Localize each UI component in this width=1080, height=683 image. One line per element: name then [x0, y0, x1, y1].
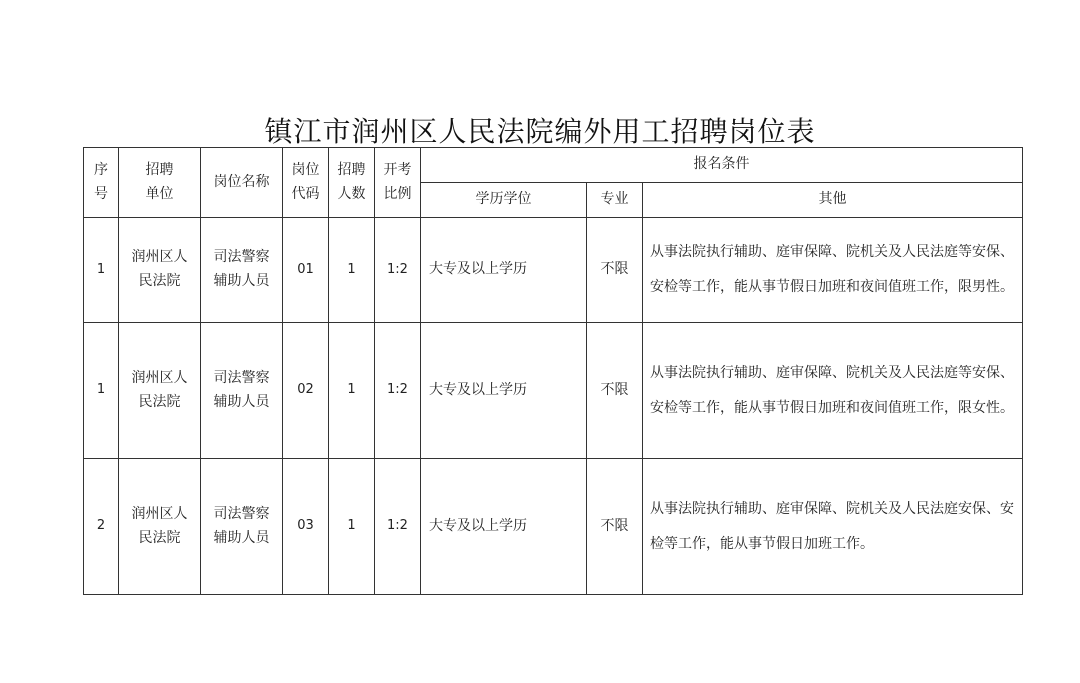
table-row [84, 459, 1023, 595]
cell-other: 从事法院执行辅助、庭审保障、院机关及人民法庭等安保、安检等工作，能从事节假日加班和夜间值班工作，限男性。 [643, 218, 1023, 323]
header-code [283, 148, 329, 218]
cell-unit [119, 323, 201, 459]
cell-seq: 1 [84, 323, 119, 459]
cell-unit-line2: 民法院 [138, 529, 181, 546]
cell-position [201, 323, 283, 459]
header-code-bot: 代码 [291, 185, 320, 202]
cell-ratio: 1:2 [375, 218, 421, 323]
header-count-top: 招聘 [337, 161, 366, 178]
cell-code: 01 [283, 218, 329, 323]
cell-position-line1: 司法警察 [213, 369, 270, 386]
header-education: 学历学位 [421, 183, 587, 218]
header-other: 其他 [643, 183, 1023, 218]
header-unit-top: 招聘 [145, 161, 174, 178]
table-row [84, 323, 1023, 459]
recruitment-table [83, 147, 1023, 595]
cell-position-line2: 辅助人员 [213, 529, 270, 546]
cell-unit-line1: 润州区人 [131, 505, 188, 522]
cell-position [201, 218, 283, 323]
cell-unit-line2: 民法院 [138, 273, 181, 289]
cell-major: 不限 [587, 218, 643, 323]
cell-count: 1 [329, 459, 375, 595]
header-unit [119, 148, 201, 218]
header-count-bot: 人数 [337, 185, 366, 202]
page-title: 镇江市润州区人民法院编外用工招聘岗位表 [264, 115, 816, 148]
cell-unit-line1: 润州区人 [131, 249, 188, 266]
cell-unit-line2: 民法院 [138, 393, 181, 410]
header-ratio-top: 开考 [383, 161, 412, 178]
cell-education: 大专及以上学历 [421, 459, 587, 595]
cell-ratio: 1:2 [375, 459, 421, 595]
cell-position-line2: 辅助人员 [213, 273, 270, 289]
table-row [84, 218, 1023, 323]
cell-code: 03 [283, 459, 329, 595]
cell-position-line1: 司法警察 [213, 249, 270, 266]
cell-position [201, 459, 283, 595]
cell-major: 不限 [587, 323, 643, 459]
header-conditions: 报名条件 [421, 148, 1023, 183]
header-seq-top: 序 [94, 161, 108, 178]
header-position-name: 岗位名称 [201, 148, 283, 218]
cell-other: 从事法院执行辅助、庭审保障、院机关及人民法庭等安保、安检等工作，能从事节假日加班和夜间值班工作，限女性。 [643, 323, 1023, 459]
cell-other: 从事法院执行辅助、庭审保障、院机关及人民法庭安保、安检等工作，能从事节假日加班工作。 [643, 459, 1023, 595]
cell-unit [119, 218, 201, 323]
cell-unit [119, 459, 201, 595]
cell-position-line2: 辅助人员 [213, 393, 270, 410]
header-code-top: 岗位 [291, 161, 320, 178]
cell-education: 大专及以上学历 [421, 218, 587, 323]
header-unit-bot: 单位 [145, 185, 174, 202]
cell-education: 大专及以上学历 [421, 323, 587, 459]
header-ratio-bot: 比例 [383, 185, 412, 202]
cell-seq: 2 [84, 459, 119, 595]
header-seq-bot: 号 [94, 185, 108, 202]
cell-major: 不限 [587, 459, 643, 595]
header-count [329, 148, 375, 218]
cell-code: 02 [283, 323, 329, 459]
cell-ratio: 1:2 [375, 323, 421, 459]
cell-unit-line1: 润州区人 [131, 369, 188, 386]
header-seq [84, 148, 119, 218]
cell-position-line1: 司法警察 [213, 505, 270, 522]
cell-count: 1 [329, 323, 375, 459]
header-row-top [84, 148, 1023, 183]
cell-seq: 1 [84, 218, 119, 323]
header-ratio [375, 148, 421, 218]
cell-count: 1 [329, 218, 375, 323]
header-major: 专业 [587, 183, 643, 218]
